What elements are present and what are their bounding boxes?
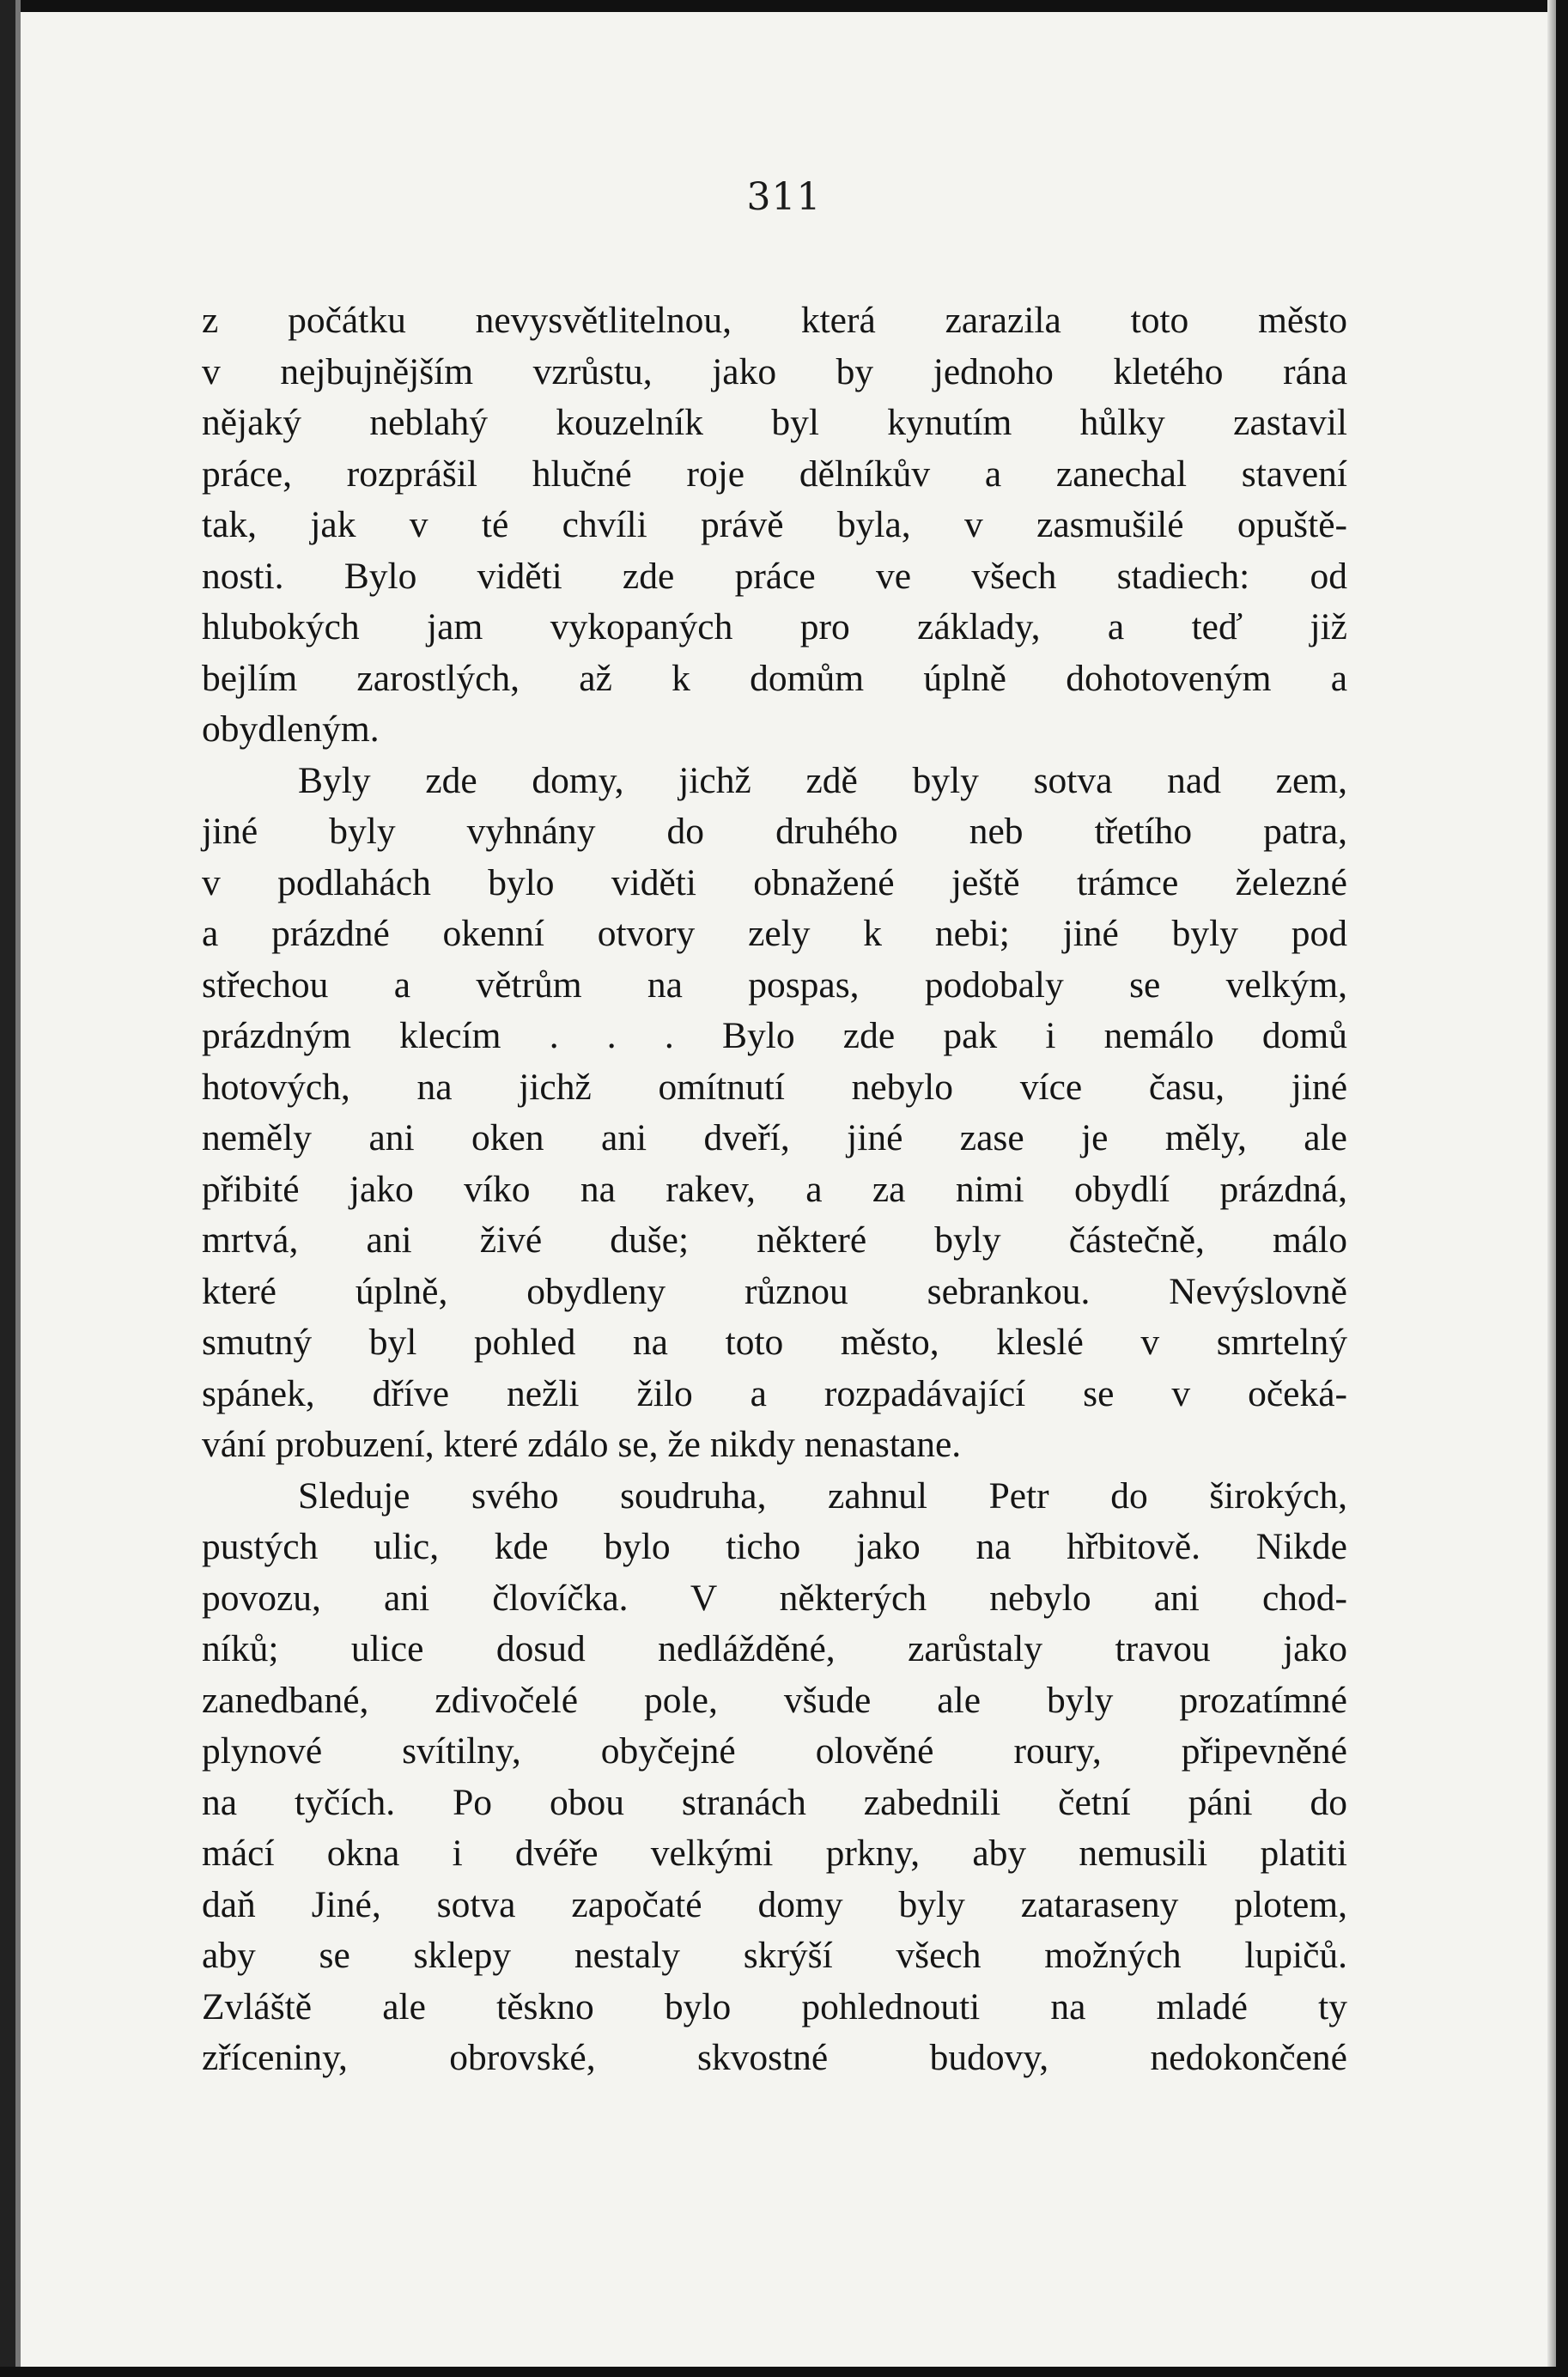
paragraph-line: hotových, na jichž omítnutí nebylo více času, jiné xyxy=(202,1066,1347,1108)
paragraph-line: vání probuzení, které zdálo se, že nikdy nenastane. xyxy=(202,1424,962,1465)
scan-border-left xyxy=(0,0,15,2377)
scan-border-right xyxy=(1556,0,1568,2377)
paragraph-line: jiné byly vyhnány do druhého neb třetího patra, xyxy=(202,811,1347,852)
paragraph-line: tak, jak v té chvíli právě byla, v zasmušilé opuště- xyxy=(202,504,1347,545)
paragraph-line: které úplně, obydleny různou sebrankou. Nevýslovně xyxy=(202,1270,1347,1312)
paragraph-line: Zvláště ale těskno bylo pohlednouti na mladé ty xyxy=(202,1985,1347,2027)
paragraph-line: níků; ulice dosud nedlážděné, zarůstaly travou jako xyxy=(202,1628,1347,1669)
scan-border-top xyxy=(0,0,1568,12)
paragraph-line: v nejbujnějším vzrůstu, jako by jednoho kletého rána xyxy=(202,350,1347,392)
paragraph-line: zříceniny, obrovské, skvostné budovy, nedokončené xyxy=(202,2037,1347,2078)
body-text xyxy=(202,295,1347,2084)
paragraph-line: přibité jako víko na rakev, a za nimi obydlí prázdná, xyxy=(202,1168,1347,1210)
paragraph-line: nosti. Bylo viděti zde práce ve všech stadiech: od xyxy=(202,555,1347,597)
paragraph-line: plynové svítilny, obyčejné olověné roury, připevněné xyxy=(202,1730,1347,1772)
paragraph-line: daň Jiné, sotva započaté domy byly zatarasenу plotem, xyxy=(202,1883,1347,1925)
paragraph-line: nějaký neblahý kouzelník byl kynutím hůlky zastavil xyxy=(202,402,1347,443)
paragraph-line: spánek, dříve nežli žilo a rozpadávající se v očeká- xyxy=(202,1372,1347,1414)
paragraph-line: zanedbané, zdivočelé pole, všude ale byly prozatímné xyxy=(202,1679,1347,1721)
paragraph-line: aby se sklepy nestaly skrýší všech možných lupičů. xyxy=(202,1935,1347,1976)
paragraph-line: hlubokých jam vykopaných pro základy, a teď již xyxy=(202,606,1347,647)
paragraph-line: střechou a větrům na pospas, podobaly se velkým, xyxy=(202,964,1347,1006)
paragraph-line: z počátku nevysvětlitelnou, která zarazila toto město xyxy=(202,300,1347,341)
paragraph-line: mrtvá, ani živé duše; některé byly částečně, málo xyxy=(202,1219,1347,1261)
paragraph-line: bejlím zarostlých, až k domům úplně dohotoveným a xyxy=(202,657,1347,699)
paragraph-line: v podlahách bylo viděti obnažené ještě trámce železné xyxy=(202,861,1347,903)
paragraph-line: pustých ulic, kde bylo ticho jako na hřbitově. Nikde xyxy=(202,1526,1347,1567)
paragraph-line: a prázdné okenní otvory zely k nebi; jiné byly pod xyxy=(202,913,1347,954)
paragraph-line: na tyčích. Po obou stranách zabednili četní páni do xyxy=(202,1781,1347,1823)
page-number: 311 xyxy=(746,175,822,219)
book-page xyxy=(21,12,1547,2367)
paragraph-line: Sleduje svého soudruha, zahnul Petr do širokých, xyxy=(298,1474,1347,1517)
paragraph-line: prázdným klecím . . . Bylo zde pak i nemálo domů xyxy=(202,1015,1347,1056)
paragraph-line: obydleným. xyxy=(202,708,380,750)
paragraph-line: smutný byl pohled na toto město, kleslé v smrtelný xyxy=(202,1322,1347,1363)
paragraph-line: povozu, ani človíčka. V některých nebylo ani chod- xyxy=(202,1577,1347,1619)
scan-border-right-shade xyxy=(1547,0,1556,2377)
paragraph-line: Byly zde domy, jichž zdě byly sotva nad zem, xyxy=(298,759,1347,801)
paragraph-line: mácí okna i dvéře velkými prkny, aby nemusili platiti xyxy=(202,1833,1347,1874)
scan-border-bottom xyxy=(0,2367,1568,2377)
paragraph-line: práce, rozprášil hlučné roje dělníkův a zanechal stavení xyxy=(202,453,1347,495)
paragraph-line: neměly ani oken ani dveří, jiné zase je měly, ale xyxy=(202,1117,1347,1158)
